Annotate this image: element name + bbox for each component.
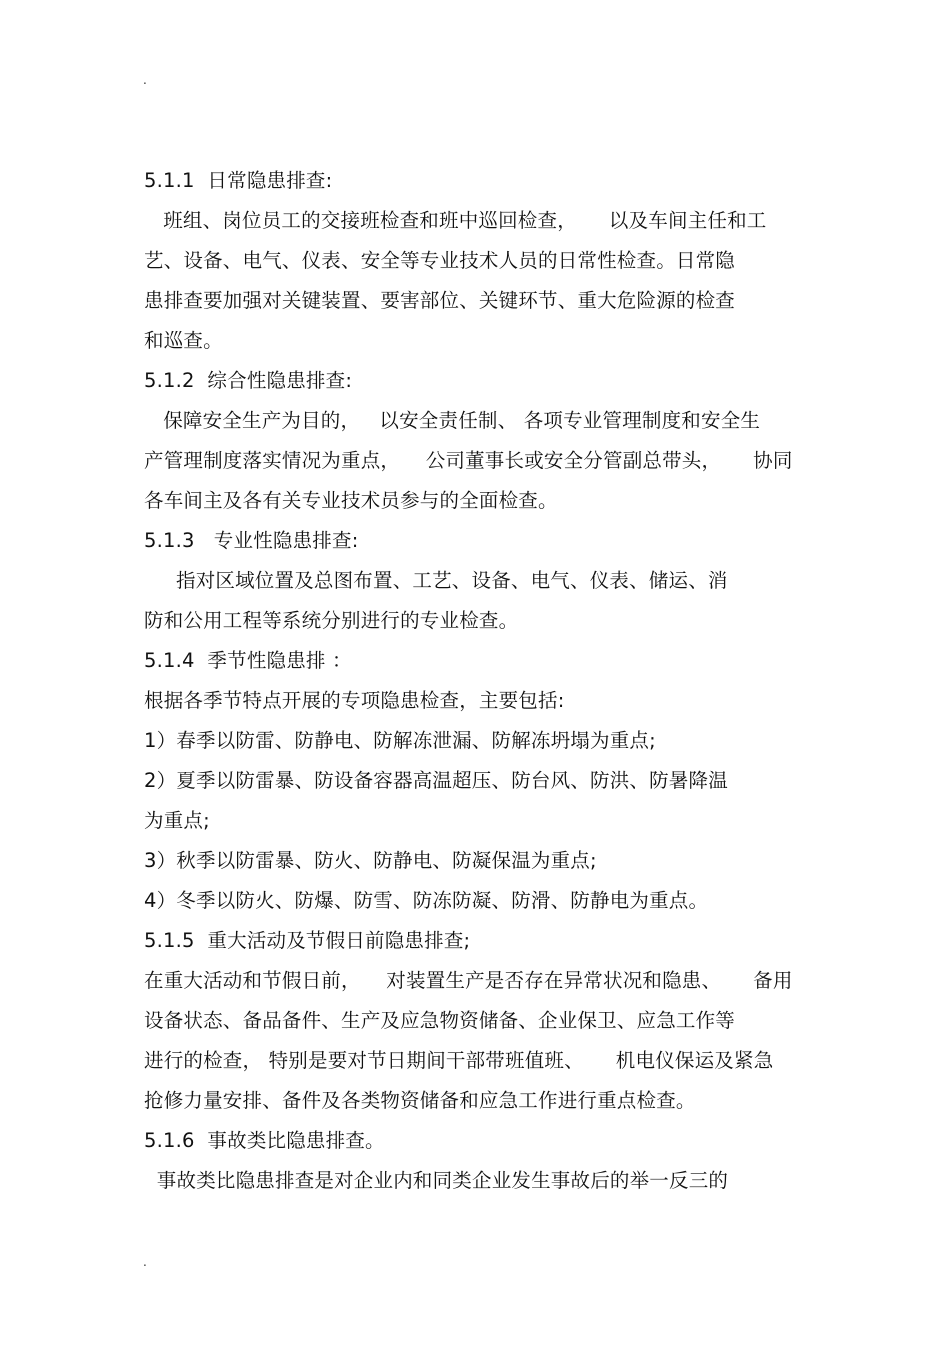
heading-5-1-6: 5.1.6 事故类比隐患排查。 xyxy=(144,1129,385,1152)
paragraph-line: 和巡查。 xyxy=(144,329,223,352)
page-mark-top: . xyxy=(143,73,147,87)
paragraph-line: 保障安全生产为目的， 以安全责任制、 各项专业管理制度和安全生 xyxy=(144,409,761,432)
paragraph-line: 各车间主及各有关专业技术员参与的全面检查。 xyxy=(144,489,558,512)
list-item: 2）夏季以防雷暴、防设备容器高温超压、防台风、防洪、防暑降温 xyxy=(144,769,728,792)
paragraph-line: 患排查要加强对关键装置、要害部位、关键环节、重大危险源的检查 xyxy=(144,289,736,312)
heading-5-1-3: 5.1.3 专业性隐患排查: xyxy=(144,529,359,552)
paragraph-line: 艺、设备、电气、仪表、安全等专业技术人员的日常性检查。日常隐 xyxy=(144,249,736,272)
heading-5-1-5: 5.1.5 重大活动及节假日前隐患排查; xyxy=(144,929,471,952)
list-item: 4）冬季以防火、防爆、防雪、防冻防凝、防滑、防静电为重点。 xyxy=(144,889,709,912)
paragraph-line: 在重大活动和节假日前， 对装置生产是否存在异常状况和隐患、 备用 xyxy=(144,969,793,992)
paragraph-line: 事故类比隐患排查是对企业内和同类企业发生事故后的举一反三的 xyxy=(144,1169,729,1192)
heading-5-1-2: 5.1.2 综合性隐患排查: xyxy=(144,369,353,392)
paragraph-line: 抢修力量安排、备件及各类物资储备和应急工作进行重点检查。 xyxy=(144,1089,696,1112)
list-item-continuation: 为重点; xyxy=(144,809,210,832)
paragraph-line: 根据各季节特点开展的专项隐患检查，主要包括: xyxy=(144,689,565,712)
paragraph-line: 防和公用工程等系统分别进行的专业检查。 xyxy=(144,609,519,632)
page-mark-bottom: . xyxy=(143,1255,147,1269)
list-item: 3）秋季以防雷暴、防火、防静电、防凝保温为重点; xyxy=(144,849,597,872)
paragraph-line: 设备状态、备品备件、生产及应急物资储备、企业保卫、应急工作等 xyxy=(144,1009,736,1032)
list-item: 1）春季以防雷、防静电、防解冻泄漏、防解冻坍塌为重点; xyxy=(144,729,656,752)
paragraph-line: 产管理制度落实情况为重点， 公司董事长或安全分管副总带头， 协同 xyxy=(144,449,793,472)
heading-5-1-1: 5.1.1 日常隐患排查: xyxy=(144,169,333,192)
paragraph-line: 指对区域位置及总图布置、工艺、设备、电气、仪表、储运、消 xyxy=(144,569,728,592)
heading-5-1-4: 5.1.4 季节性隐患排 ： xyxy=(144,649,352,672)
paragraph-line: 班组、岗位员工的交接班检查和班中巡回检查， 以及车间主任和工 xyxy=(144,209,767,232)
paragraph-line: 进行的检查， 特别是要对节日期间干部带班值班、 机电仪保运及紧急 xyxy=(144,1049,774,1072)
